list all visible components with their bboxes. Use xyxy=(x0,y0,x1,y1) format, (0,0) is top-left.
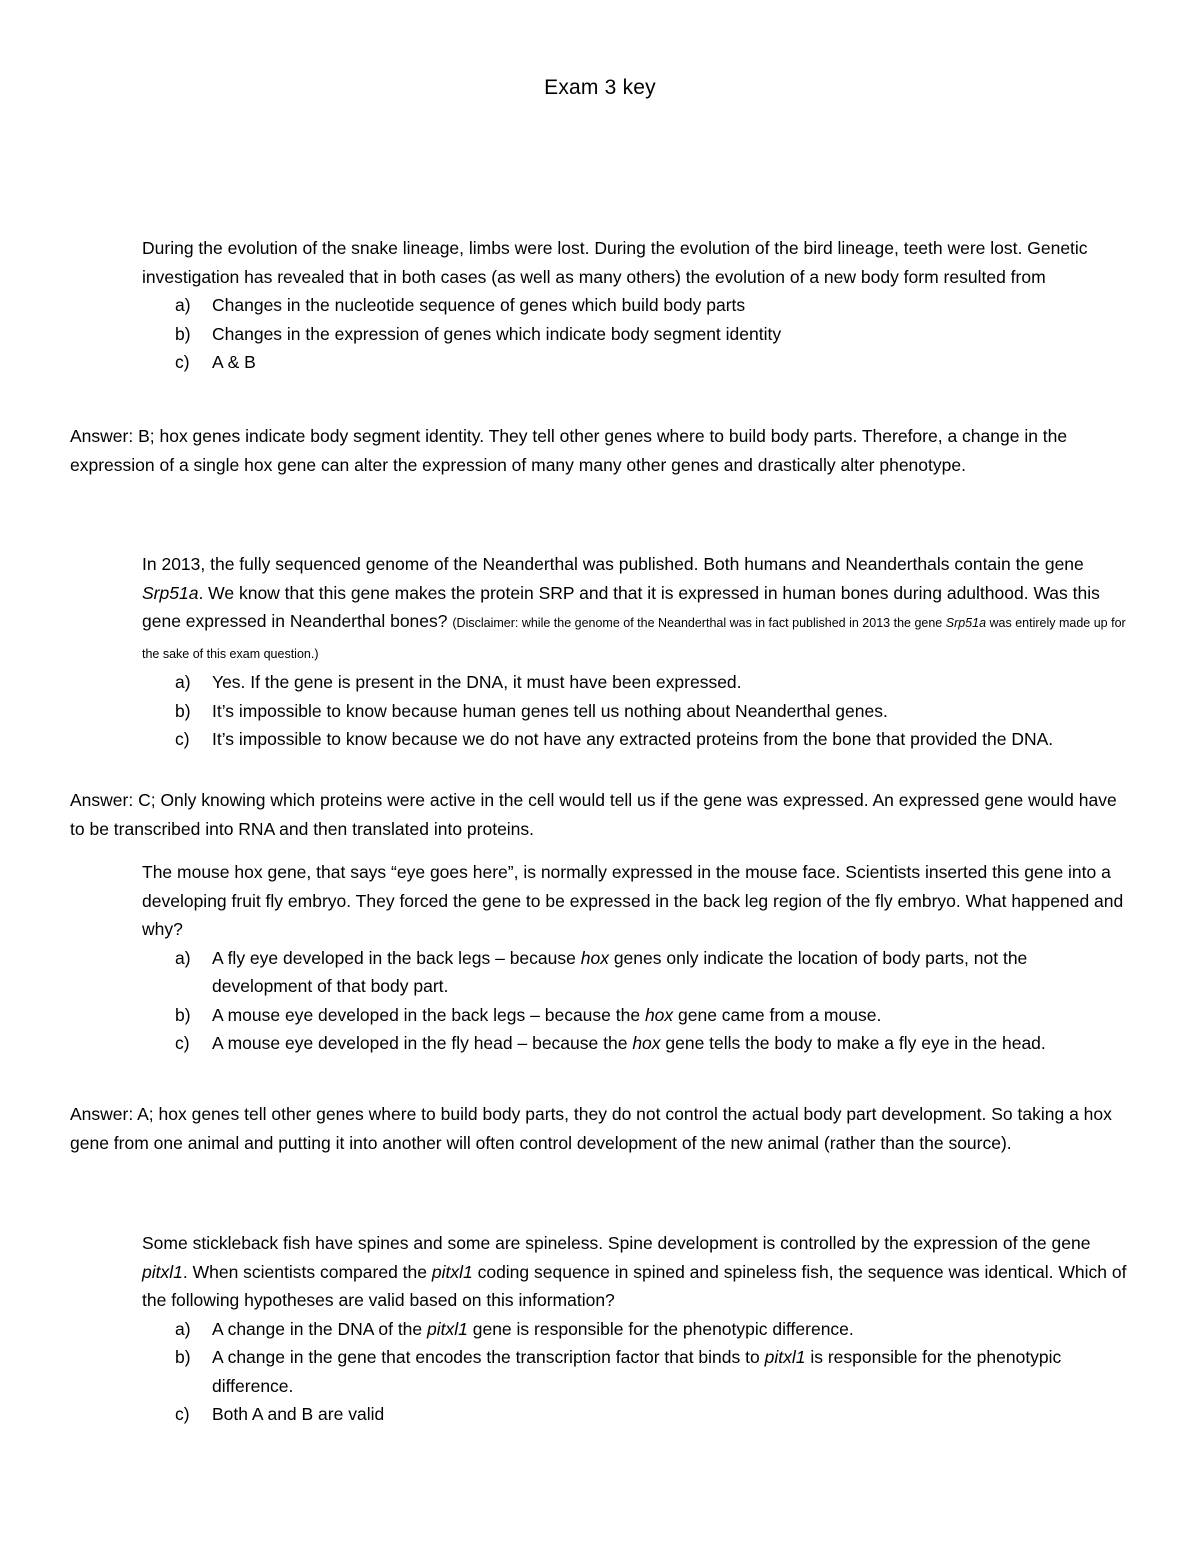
question-2 xyxy=(142,550,1132,754)
question-1-stem: During the evolution of the snake lineage, limbs were lost. During the evolution of the bird lineage, teeth were lost. Genetic investigation has revealed that in both cases (as well as many others) the evolution of a new body form resulted from xyxy=(142,238,1088,287)
question-2-options xyxy=(142,668,1132,754)
answer-2: Answer: C; Only knowing which proteins were active in the cell would tell us if the gene was expressed. An expressed gene would have to be transcribed into RNA and then translated into proteins. xyxy=(70,790,1117,839)
question-3-options xyxy=(142,944,1132,1058)
question-3-stem: The mouse hox gene, that says “eye goes here”, is normally expressed in the mouse face. Scientists inserted this gene into a developing fruit fly embryo. They forced the gene to be expressed in the back leg region of the fly embryo. What happened and why? xyxy=(142,862,1124,939)
question-1 xyxy=(142,234,1132,377)
question-3 xyxy=(142,858,1132,1058)
list-item: c) A & B xyxy=(175,352,256,372)
list-item: b) It’s impossible to know because human genes tell us nothing about Neanderthal genes. xyxy=(175,700,888,721)
question-4-stem: Some stickleback fish have spines and some are spineless. Spine development is controlled by the expression of the gene pitxl1. When scientists compared the pitxl1 coding sequence in spined and spineless fish, the sequence was identical. Which of the following hypotheses are valid based on this information? xyxy=(142,1233,1127,1310)
list-item: a) Changes in the nucleotide sequence of genes which build body parts xyxy=(175,295,746,315)
answer-1: Answer: B; hox genes indicate body segment identity. They tell other genes where to build body parts. Therefore, a change in the expression of a single hox gene can alter the expression of many many other genes and drastically alter phenotype. xyxy=(70,426,1068,475)
page-title: Exam 3 key xyxy=(544,76,656,99)
list-item: a) A fly eye developed in the back legs – because hox genes only indicate the location of body parts, not the development of that body part. xyxy=(175,947,1028,996)
question-2-stem: In 2013, the fully sequenced genome of the Neanderthal was published. Both humans and Neanderthals contain the gene Srp51a. We know that this gene makes the protein SRP and that it is expressed in human bones during adulthood. Was this gene expressed in Neanderthal bones? (Disclaimer: while the genome of the Neanderthal was in fact published in 2013 the gene Srp51a was entirely made up for the sake of this exam question.) xyxy=(142,554,1126,661)
answer-3: Answer: A; hox genes tell other genes where to build body parts, they do not control the actual body part development. So taking a hox gene from one animal and putting it into another will often control development of the new animal (rather than the source). xyxy=(70,1104,1112,1153)
list-item: a) Yes. If the gene is present in the DNA, it must have been expressed. xyxy=(175,672,742,692)
list-item: a) A change in the DNA of the pitxl1 gene is responsible for the phenotypic difference. xyxy=(175,1318,854,1339)
list-item: b) A mouse eye developed in the back legs – because the hox gene came from a mouse. xyxy=(175,1004,882,1025)
question-4 xyxy=(142,1229,1132,1429)
list-item: b) Changes in the expression of genes which indicate body segment identity xyxy=(175,323,782,344)
list-item: c) A mouse eye developed in the fly head – because the hox gene tells the body to make a fly eye in the head. xyxy=(175,1033,1046,1053)
list-item: b) A change in the gene that encodes the transcription factor that binds to pitxl1 is responsible for the phenotypic difference. xyxy=(175,1347,1062,1396)
list-item: c) Both A and B are valid xyxy=(175,1404,385,1424)
list-item: c) It’s impossible to know because we do not have any extracted proteins from the bone that provided the DNA. xyxy=(175,729,1054,749)
question-1-options xyxy=(142,291,1132,377)
disclaimer: (Disclaimer: while the genome of the Neanderthal was in fact published in 2013 the gene Srp51a was entirely made up for the sake of this exam question.) xyxy=(142,616,1126,661)
question-4-options xyxy=(142,1315,1132,1429)
